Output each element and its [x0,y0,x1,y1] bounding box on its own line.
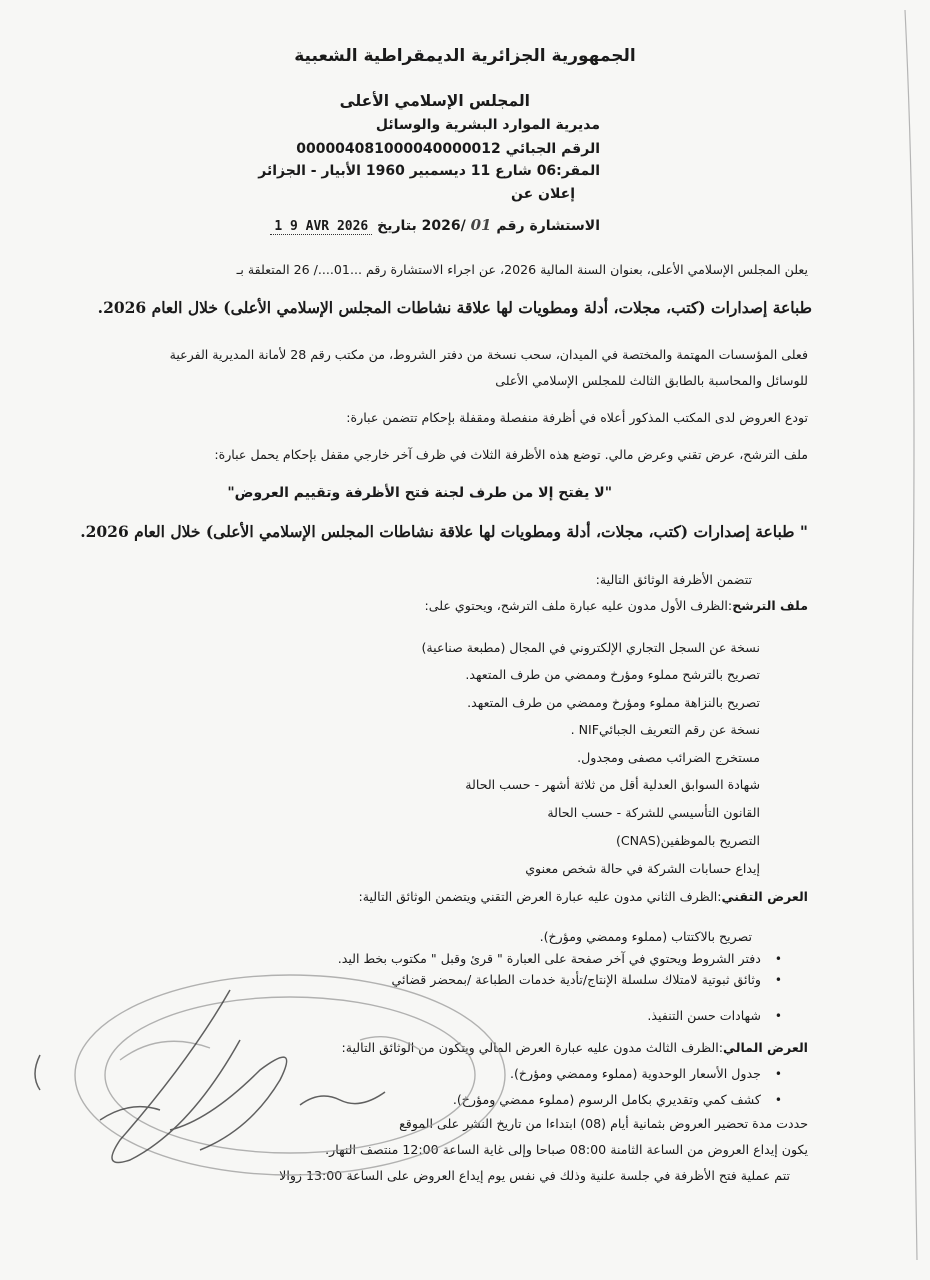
consultation-label: الاستشارة رقم [496,218,600,234]
address: المقر:06 شارع 11 ديسمبير 1960 الأبيار - الجزائر [258,163,600,179]
republic-title: الجمهورية الجزائرية الديمقراطية الشعبية [294,46,636,66]
consultation-suffix: /2026 بتاريخ [377,218,466,234]
candidacy-item: شهادة السوابق العدلية أقل من ثلاثة أشهر - حسب الحالة [465,777,760,792]
preparation-duration: حددت مدة تحضير العروض بثمانية أيام (08) ابتداءا من تاريخ النشر على الموقع [399,1116,808,1131]
candidacy-item: التصريح بالموظفين(CNAS) [615,833,760,848]
deposit-time: يكون إيداع العروض من الساعة الثامنة 08:00 صباحا وإلى غاية الساعة 12:00 منتصف النهار. [325,1142,808,1157]
financial-heading [342,1040,809,1055]
technical-text: :الظرف الثاني مدون عليه عبارة العرض التقني ويتضمن الوثائق التالية: [358,889,722,904]
subject-quoted: " طباعة إصدارات (كتب، مجلات، أدلة ومطويات لها علاقة نشاطات المجلس الإسلامي الأعلى) خلال العام 2026. [80,522,808,541]
candidacy-item: تصريح بالترشح مملوء ومؤرخ وممضي من طرف المتعهد. [465,667,760,682]
technical-label: العرض التقني [721,889,808,904]
candidacy-heading [424,598,808,613]
directorate-name: مديرية الموارد البشرية والوسائل [375,117,600,133]
technical-heading [359,889,809,904]
financial-item: • جدول الأسعار الوحدوية (مملوء وممضي ومؤرخ). [510,1066,782,1081]
candidacy-item: القانون التأسيسي للشركة - حسب الحالة [547,805,760,820]
subject-title: طباعة إصدارات (كتب، مجلات، أدلة ومطويات لها علاقة نشاطات المجلس الإسلامي الأعلى) خلال العام 2026. [97,298,812,317]
consultation-number: 01 [470,216,492,234]
candidacy-item: إيداع حسابات الشركة في حالة شخص معنوي [525,861,760,876]
candidacy-item: تصريح بالنزاهة مملوء ومؤرخ وممضي من طرف المتعهد. [467,695,760,710]
do-not-open-notice: "لا يفتح إلا من طرف لجنة فتح الأظرفة وتقييم العروض" [227,485,612,501]
candidacy-label: ملف الترشح [732,598,808,613]
intro-paragraph: يعلن المجلس الإسلامي الأعلى، بعنوان السنة المالية 2026، عن اجراء الاستشارة رقم ...01..../ 26 المتعلقة بـ [236,262,808,277]
financial-item: • كشف كمي وتقديري بكامل الرسوم (مملوء ممضي ومؤرخ). [453,1092,782,1107]
deposit-instructions: تودع العروض لدى المكتب المذكور أعلاه في أظرفة منفصلة ومقفلة بإحكام تتضمن عبارة: [346,410,808,425]
council-name: المجلس الإسلامي الأعلى [339,92,530,110]
technical-item: • دفتر الشروط ويحتوي في آخر صفحة على العبارة " قرئ وقبل " مكتوب بخط اليد. [338,951,782,966]
date-stamp: 1 9 AVR 2026 [270,219,372,235]
candidacy-item: مستخرج الضرائب مصفى ومجدول. [577,750,760,765]
technical-item: • شهادات حسن التنفيذ. [647,1008,782,1023]
technical-item: تصريح بالاكتتاب (مملوء وممضي ومؤرخ). [539,929,752,944]
tax-number: الرقم الجبائي 000004081000040000012 [296,141,600,157]
signature-icon [35,990,385,1163]
contents-intro: تتضمن الأظرفة الوثائق التالية: [595,572,752,587]
candidacy-item: نسخة عن رقم التعريف الجبائيNIF . [570,722,760,737]
envelopes-instructions: ملف الترشح، عرض تقني وعرض مالي. توضع هذه الأظرفة الثلاث في ظرف آخر خارجي مقفل بإحكام يحمل عبارة: [214,447,808,462]
financial-label: العرض المالي [722,1040,808,1055]
announcement-label: إعلان عن [511,186,575,202]
consultation-line [270,216,600,234]
invitation-line-1: فعلى المؤسسات المهتمة والمختصة في الميدان، سحب نسخة من دفتر الشروط، من مكتب رقم 28 لأمانة المديرية الفرعية [169,347,808,362]
technical-item: • وثائق ثبوتية لامتلاك سلسلة الإنتاج/تأدية خدمات الطباعة /بمحضر قضائي [391,972,782,987]
financial-text: :الظرف الثالث مدون عليه عبارة العرض المالي ويتكون من الوثائق التالية: [341,1040,723,1055]
candidacy-item: نسخة عن السجل التجاري الإلكتروني في المجال (مطبعة صناعية) [421,640,760,655]
invitation-line-2: للوسائل والمحاسبة بالطابق الثالث للمجلس الإسلامي الأعلى [495,373,808,388]
candidacy-text: :الظرف الأول مدون عليه عبارة ملف الترشح، ويحتوي على: [424,598,733,613]
page-fold-icon [905,10,917,1260]
opening-session: تتم عملية فتح الأظرفة في جلسة علنية وذلك في نفس يوم إيداع العروض على الساعة 13:00 زوالا [279,1168,790,1183]
